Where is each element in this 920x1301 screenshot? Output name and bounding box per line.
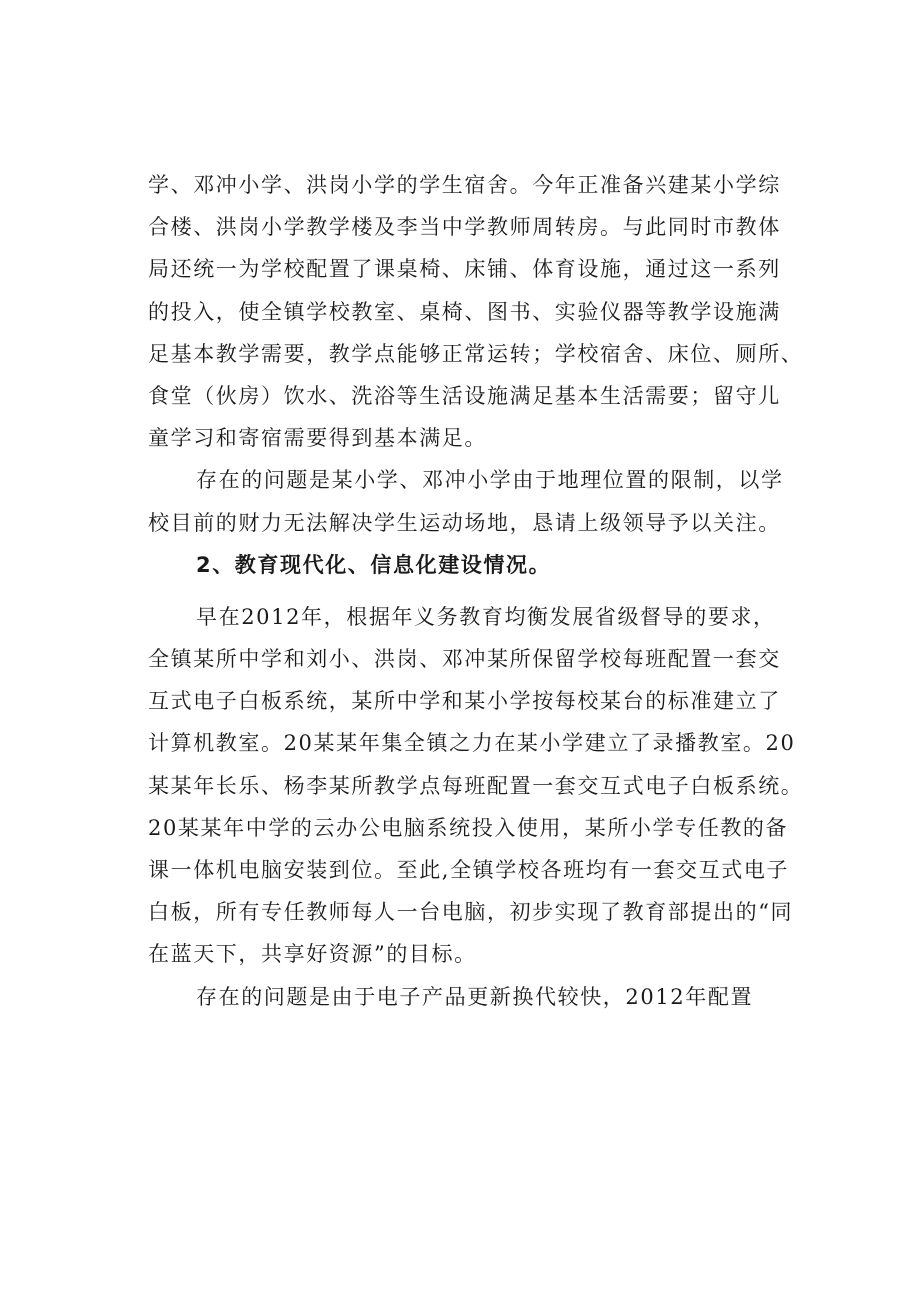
paragraph-problems-1 bbox=[148, 459, 808, 543]
text-line: 互式电子白板系统，某所中学和某小学按每校某台的标准建立了 bbox=[148, 689, 781, 714]
paragraph-facilities bbox=[148, 164, 808, 459]
text-line: 存在的问题是某小学、邓冲小学由于地理位置的限制，以学 bbox=[196, 468, 784, 493]
text-line: 20某某年中学的云办公电脑系统投入使用，某所小学专任教的备 bbox=[148, 815, 789, 840]
text-line: 食堂（伙房）饮水、洗浴等生活设施满足基本生活需要；留守儿 bbox=[148, 383, 781, 408]
text-line: 全镇某所中学和刘小、洪岗、邓冲某所保留学校每班配置一套交 bbox=[148, 647, 781, 672]
text-line: 计算机教室。20某某年集全镇之力在某小学建立了录播教室。20 bbox=[148, 731, 796, 756]
text-line: 存在的问题是由于电子产品更新换代较快，2012年配置 bbox=[196, 984, 754, 1009]
text-line: 某某年长乐、杨李某所教学点每班配置一套交互式电子白板系统。 bbox=[148, 773, 804, 798]
text-line: 课一体机电脑安装到位。至此,全镇学校各班均有一套交互式电子 bbox=[148, 858, 790, 882]
text-line: 足基本教学需要，教学点能够正常运转；学校宿舍、床位、厕所、 bbox=[148, 341, 804, 366]
text-line: 校目前的财力无法解决学生运动场地，恳请上级领导予以关注。 bbox=[148, 510, 781, 535]
text-line: 学、邓冲小学、洪岗小学的学生宿舍。今年正准备兴建某小学综 bbox=[148, 173, 781, 197]
document-body bbox=[148, 164, 808, 1018]
text-line: 局还统一为学校配置了课桌椅、床铺、体育设施，通过这一系列 bbox=[148, 257, 781, 282]
text-line: 童学习和寄宿需要得到基本满足。 bbox=[148, 426, 487, 451]
section-heading: 2、教育现代化、信息化建设情况。 bbox=[196, 552, 552, 577]
text-line: 的投入，使全镇学校教室、桌椅、图书、实验仪器等教学设施满 bbox=[148, 299, 781, 324]
paragraph-informatization bbox=[148, 596, 808, 976]
heading-spacer bbox=[148, 586, 808, 596]
text-line: 白板，所有专任教师每人一台电脑，初步实现了教育部提出的“同 bbox=[148, 900, 794, 925]
text-line: 早在2012年，根据年义务教育均衡发展省级督导的要求， bbox=[196, 604, 776, 629]
text-line: 在蓝天下，共享好资源”的目标。 bbox=[148, 942, 477, 967]
text-line: 合楼、洪岗小学教学楼及李当中学教师周转房。与此同时市教体 bbox=[148, 215, 781, 240]
paragraph-problems-2 bbox=[148, 976, 808, 1018]
